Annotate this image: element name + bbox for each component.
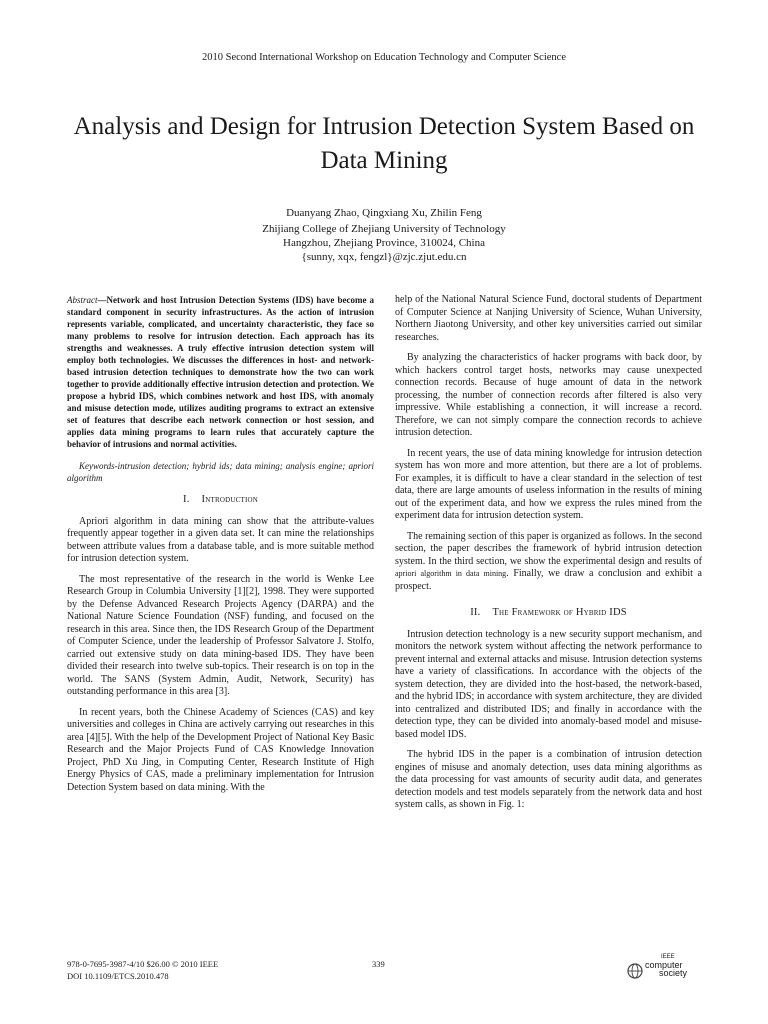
logo-line-ieee: IEEE <box>661 954 675 960</box>
email: {sunny, xqx, fengzl}@zjc.zjut.edu.cn <box>301 251 467 263</box>
section-title: The Framework of Hybrid IDS <box>492 607 627 618</box>
left-column <box>67 294 374 802</box>
authors: Duanyang Zhao, Qingxiang Xu, Zhilin Feng <box>286 207 482 219</box>
section-number: I. <box>183 494 190 505</box>
address: Hangzhou, Zhejiang Province, 310024, China <box>283 237 485 249</box>
globe-icon <box>627 963 643 979</box>
affiliation: Zhijiang College of Zhejiang University of Technology <box>262 223 506 235</box>
organization-text-b: . Finally, we draw a conclusion and exhibit a prospect. <box>395 568 702 592</box>
abstract-label: Abstract <box>67 295 98 305</box>
section-heading-introduction <box>67 494 374 507</box>
keywords: Keywords-intrusion detection; hybrid ids; data mining; analysis engine; apriori algorithm <box>67 461 374 483</box>
paragraph: In recent years, both the Chinese Academy of Sciences (CAS) and key universities and colleges in China are actively carrying out researches in this area [4][5]. With the help of the Development Project of National Key Basic Research and the Major Projects Fund of CAS Knowledge Innovation Project, PhD Xu Jing, in Computing Center, Research Institute of High Energy Physics of CAS, made a preliminary implementation for Intrusion Detection System based on data mining. With the <box>67 706 374 793</box>
organization-text-a: The remaining section of this paper is organized as follows. In the second section, the paper describes the framework of hybrid intrusion detection system. In the third section, we show the experimental design and results of <box>395 530 702 567</box>
abstract-text: —Network and host Intrusion Detection Systems (IDS) have become a standard component in security infrastructures. As the action of intrusion represents variable, complicated, and uncertainty characteristic, they face so many problems to resolve for intrusion detection. Each approach has its strengths and weaknesses. A truly effective intrusion detection system will employ both technologies. We discusses the differences in host- and network-based intrusion detection techniques to demonstrate how the two can work together to provide additionally effective intrusion detection and protection. We propose a hybrid IDS, which combines network and host IDS, with anomaly and misuse detection mode, utilizes auditing programs to extract an extensive set of features that describe each network connection or host session, and applies data mining programs to learn rules that accurately capture the behavior of intrusions and normal activities. <box>67 295 374 449</box>
paragraph: In recent years, the use of data mining knowledge for intrusion detection system has won more and more attention, but there are a lot of problems. For examples, it is difficult to have a clear standard in the selection of test data, there are large amounts of useless information in the results of mining out of the experiment data, and how we express the rules mined from the experiment data for intrusion detection system. <box>395 447 702 521</box>
paper-title: Analysis and Design for Intrusion Detection System Based on Data Mining <box>73 113 695 174</box>
section-number: II. <box>470 607 481 618</box>
paragraph-continuation: help of the National Natural Science Fund, doctoral students of Department of Computer Science at Nanjing University of Science, Wuhan University, Northern Jiaotong University, and other key universities carried out similar researches. <box>395 294 702 343</box>
right-column <box>395 294 702 820</box>
ieee-computer-society-logo <box>625 953 705 985</box>
section-title: Introduction <box>201 494 258 505</box>
conference-header: 2010 Second International Workshop on Education Technology and Computer Science <box>202 52 566 63</box>
logo-line-computer: computer <box>645 960 683 970</box>
isbn: 978-0-7695-3987-4/10 $26.00 © 2010 IEEE <box>67 959 219 969</box>
footer-identifiers <box>67 958 218 982</box>
paragraph: By analyzing the characteristics of hacker programs with back door, by which hackers control target hosts, networks may cause unexpected connection records. Because of huge amount of data in the network processing, the number of connection records after filtered is also very impressive. While establishing a connection, it will increase a record. Therefore, we can not simply compare the connection records to achieve intrusion detection. <box>395 352 702 438</box>
logo-line-society: society <box>659 968 688 978</box>
doi: DOI 10.1109/ETCS.2010.478 <box>67 971 169 981</box>
organization-small-text: apriori algorithm in data mining <box>395 569 507 578</box>
paragraph-organization <box>395 531 702 594</box>
section-heading-framework <box>395 607 702 620</box>
paragraph: The most representative of the research in the world is Wenke Lee Research Group in Columbia University [1][2], 1998. They were supported by the Defense Advanced Research Projects Agency (DARPA) and the National Nature Science Foundation (NSF) funding, and focused on the research in this area. Since then, the IDS Research Group of the Department of Computer Science, under the leadership of Professor Salvatore J. Stolfo, carried out extensive study on data mining-based IDS. They have been divided their research into twelve sub-topics. Their research is on top in the world. The SANS (System Admin, Audit, Network, Security) has outstanding performance in this area [3]. <box>67 573 374 697</box>
author-block <box>0 206 768 264</box>
paragraph: The hybrid IDS in the paper is a combination of intrusion detection engines of misuse and anomaly detection, uses data mining algorithms as the data processing for vast amounts of security audit data, and generates detection models and test models separately from the network data and host system calls, as shown in Fig. 1: <box>395 749 702 810</box>
abstract <box>67 294 374 450</box>
page-number: 339 <box>372 959 385 969</box>
paragraph: Apriori algorithm in data mining can show that the attribute-values frequently appear together in a given data set. It can mine the relationships between attribute values from a database table, and is more suitable method for intrusion detection system. <box>67 515 374 564</box>
paragraph: Intrusion detection technology is a new security support mechanism, and monitors the network system without affecting the network performance to prevent internal and external attacks and misuse. Intrusion detection systems have a variety of classifications. In accordance with the objects of the system detection, they are divided into the host-based, the network-based, and the hybrid IDS; in accordance with system architecture, they are divided into centralized and distributed IDS; and finally in accordance with the detection type, they can be divided into anomaly-based model and misuse-based model IDS. <box>395 628 702 740</box>
logo-text <box>645 953 687 977</box>
